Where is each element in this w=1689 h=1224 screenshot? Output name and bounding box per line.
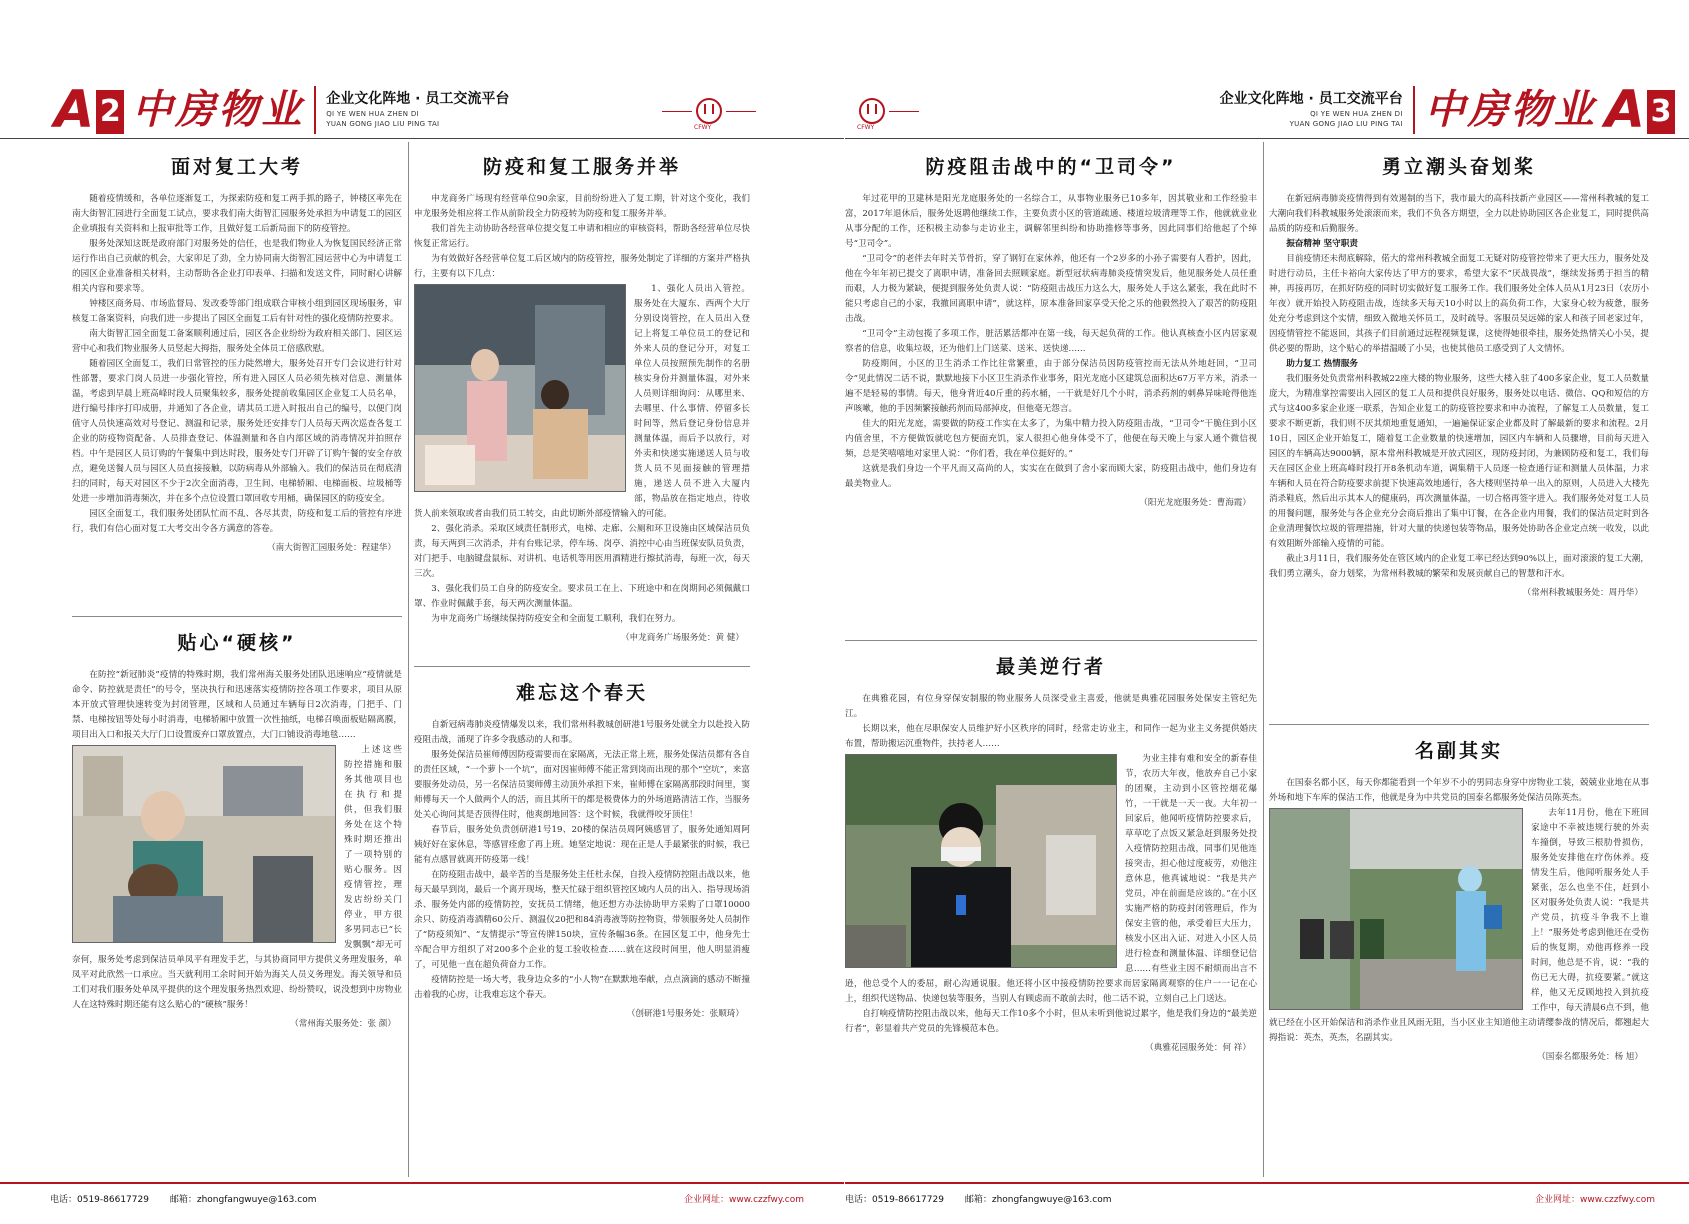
section-subheading: 助力复工 热情服务 <box>1286 359 1358 369</box>
article-title: 防疫和复工服务并举 <box>482 156 681 178</box>
paragraph: 为申龙商务广场继续保持防疫安全和全面复工顺利，我们在努力。 <box>431 614 681 624</box>
paragraph: 在典雅花园，有位身穿保安制服的物业服务人员深受业主喜爱，他就是典雅花园服务处保安主管纪先江。 <box>845 694 1257 719</box>
paragraph: 服务处保洁员崔师傅因防疫需要而在家隔离，无法正常上班，服务处保洁员都有各自的责任区域，“一个萝卜一个坑”，面对因崔师傅不能正常到岗而出现的那个“空坑”，来富要服务处动员，另一名保洁员窦师傅主动顶外承担下来，崔师傅在家隔离那段时间里，窦师傅每天一个人做两个人的活，而且其所干的都是极费体力的外场道路清洁工作，当服务处关心询问其是否顶得住时，他爽朗地回答：这个时候，我就得咬牙顶住！ <box>414 750 750 820</box>
seal-logo-icon: CFWY <box>859 98 885 124</box>
column-divider <box>1263 142 1264 1177</box>
article-body <box>72 668 402 1013</box>
tagline-cn: 企业文化阵地 · 员工交流平台 <box>1219 91 1403 107</box>
tagline-cn: 企业文化阵地 · 员工交流平台 <box>326 91 510 107</box>
article-fangyi <box>414 148 750 663</box>
paragraph: 自新冠病毒肺炎疫情爆发以来，我们常州科教城创研港1号服务处就全力以赴投入防疫阻击战，涌现了许多令我感动的人和事。 <box>414 720 750 745</box>
paragraph: “卫司令”的老伴去年时关节骨折，穿了钢钉在家休养，他还有一个2岁多的小孙子需要有人看护，因此，他在今年年初已提交了离职申请，准备回去照顾家庭。新型冠状病毒肺炎疫情突发后，他见服务处人员任重而艰，人力极为紧缺，便提到服务处负责人说：“防疫阻击战压力这么大，服务处人手这么紧张，我在此时不能只考虑自己的小家，我撤回离职申请”，就这样，原本准备回家享受天伦之乐的他毅然投入了艰苦的防疫阻击战。 <box>845 254 1257 324</box>
article-title: 贴心“硬核” <box>177 632 297 654</box>
guard-photo-image <box>846 755 1116 967</box>
article-byline: （创研港1号服务处：张顺琦） <box>626 1009 744 1019</box>
photo-registration <box>414 284 626 492</box>
article-byline: （典雅花园服务处：何 祥） <box>1145 1043 1251 1053</box>
article-title: 防疫阻击战中的“卫司令” <box>925 156 1177 178</box>
page-letter: A <box>1604 80 1645 140</box>
article-yongli <box>1269 148 1649 720</box>
paragraph: 长期以来，他在尽职保安人员维护好小区秩序的同时，经常走访业主，和同作一起为业主义务提供婚庆布置，帮助搬运沉重物件，扶持老人…… <box>845 724 1257 749</box>
article-byline: （国泰名都服务处：杨 旭） <box>1537 1052 1643 1062</box>
paragraph: 上述这些防控措施和服务其他项目也在执行和提供，但我们服务处在这个特殊时期还推出了一项特别的贴心服务。因疫情管控，理发店纷纷关门停业，甲方很多男同志已“长发飘飘”却无可奈何，服务处考虑到保洁员单凤平有理发手艺，与其协商同甲方提供义务理发服务，单凤平对此欣然一口承应。当天就利用工余时间开始为海关人员义务理发。海关领导和员工们对我们服务处单凤平提供的这个理发服务热烈欢迎、纷纷赞叹，说没想到中房物业人在这特殊时期还能有这么贴心的“硬核”服务！ <box>72 745 402 1010</box>
article-mingfu <box>1269 732 1649 1174</box>
paragraph: 我们首先主动协助各经营单位提交复工申请和相应的审核资料，帮助各经营单位尽快恢复正常运行。 <box>414 224 750 249</box>
paragraph: 防疫期间，小区的卫生消杀工作比往常繁重，由于部分保洁员因防疫管控而无法从外地赶回，“卫司令”见此情况二话不说，默默地接下小区卫生消杀作业事务，阳光龙庭小区建筑总面积达67万平方米，消杀一遍不是轻易的事情。每天，他身背近40斤重的药水桶，一干就是好几个小时，消杀药剂的刺鼻异味呛得他连声咳嗽，他的手因频繁接触药剂而局部掉皮，但他毫无怨言。 <box>845 359 1257 414</box>
paragraph: 在国泰名都小区，每天你都能看到一个年岁不小的男同志身穿中房物业工装，兢兢业业地在从事外场和地下车库的保洁工作，他就是身为中共党员的国泰名都服务处保洁员陈英杰。 <box>1269 778 1649 803</box>
paragraph: 在防疫阻击战中，最辛苦的当是服务处主任杜永保，自投入疫情防控阻击战以来，他每天最早到岗，最后一个离开现场，整天忙碌于组织管控区域内人员的出入、指导现场消杀、服务处内部的疫情防控，安抚员工情绪，他还想方办法协助甲方采购了口罩10000余只、防疫消毒酒精60公斤、测温仪20把和84消毒液等防控物资，带领服务处人员制作了“防疫须知”、“友情提示”等宣传牌150块，宣传条幅36条。在园区复工中，他身先士卒配合甲方组织了对200多个企业的复工验收检查……就在这段时间里，他人明显消瘦了，可见他一直在超负荷奋力工作。 <box>414 870 750 970</box>
column-divider <box>408 142 409 1177</box>
article-byline: （申龙商务广场服务处：黄 健） <box>620 633 744 643</box>
masthead-right <box>1219 78 1675 140</box>
paragraph: 服务处深知这既是政府部门对服务处的信任，也是我们物业人为恢复国民经济正常运行作出自己贡献的机会，大家卯足了劲，全力协同南大街智汇园运营中心为申请复工的园区企业准备相关材料，主动帮助各企业打印表单、扫描和发送文件，同时耐心讲解相关内容和要求等。 <box>72 239 402 294</box>
paragraph: 截止3月11日，我们服务处在管区域内的企业复工率已经达到90%以上，面对滚滚的复工大潮，我们勇立潮头，奋力划桨，为常州科教城的繁荣和发展贡献自己的智慧和汗水。 <box>1269 554 1649 579</box>
paragraph: 园区全面复工，我们服务处团队忙而不乱、各尽其责，防疫和复工后的管控有序进行，我们有信心面对复工大考交出令各方满意的答卷。 <box>72 509 402 534</box>
footer-phone: 电话：0519-86617729 <box>845 1195 944 1205</box>
article-body <box>845 692 1257 1037</box>
masthead-divider <box>1413 86 1415 134</box>
page-letter: A <box>54 80 95 140</box>
section-divider <box>72 616 402 617</box>
registration-photo-image <box>415 285 625 491</box>
article-title: 勇立潮头奋划桨 <box>1381 156 1536 178</box>
haircut-photo-image <box>73 746 335 942</box>
paragraph: 钟楼区商务局、市场监督局、发改委等部门组成联合审核小组到园区现场服务，审核复工备案资料，向我们进一步提出了园区全面复工后有针对性的强化疫情防控要求。 <box>72 299 402 324</box>
paragraph: 自打响疫情防控阻击战以来，他每天工作10多个小时，但从未听到他说过累字，他是我们身边的“最美逆行者”，彰显着共产党员的先锋模范本色。 <box>845 1009 1257 1034</box>
paragraph: 随着疫情缓和，各单位逐渐复工，为探索防疫和复工两手抓的路子，钟楼区率先在南大街智汇园进行全面复工试点，要求我们南大街智汇园服务处承担为申请复工的园区企业填报有关资料和上报审批等工作，且做好复工后新局面下的防疫管控。 <box>72 194 402 234</box>
page-digit: 3 <box>1647 90 1675 134</box>
paragraph: 申龙商务广场现有经营单位90余家，目前纷纷进入了复工期，针对这个变化，我们申龙服务处相应将工作从前阶段全力防疫转为防疫和复工服务并举。 <box>414 194 750 219</box>
article-title: 最美逆行者 <box>995 656 1106 678</box>
article-fugong <box>72 148 402 613</box>
footer <box>0 1182 844 1210</box>
footer-website: 企业网址：www.czzfwy.com <box>1534 1195 1655 1205</box>
paragraph: 佳大的阳光龙庭，需要做的防疫工作实在太多了，为集中精力投入防疫阻击战，“卫司令”干脆住到小区内值舍里，不方便做饭就吃包方便面充饥，家人很担心他身体受不了，他便在每天晚上与家人通个微信视频，总是笑嘻嘻地对家里人说：“你们看，我在单位挺好的。” <box>845 419 1257 459</box>
photo-haircut <box>72 745 336 943</box>
article-byline: （阳光龙庭服务处：曹海霞） <box>1139 498 1251 508</box>
paragraph: 为业主排有难和安全的新春佳节，农历大年夜，他放弃自己小家的团聚，主动到小区管控烟花爆竹，一干就是一天一夜。大年初一回家后，他闻听疫情防控要求后，草草吃了点饭又紧急赶到服务处投入疫情防控阻击战，同事们见他连接突击，担心他过度疲劳，劝他注意休息，他真诚地说：“我是共产党员，冲在前面是应该的。”在小区实施严格的防疫封闭管理后，作为保安主管的他，承受着巨大压力，核发小区出入证、对进入小区人员进行检查和测量体温、详细登记信息……有些业主因不耐烦而出言不逊，他总受个人的委屈，耐心沟通说服。他还将小区中接疫情防控要求而居家隔离观察的住户一一记在心上，组织代送物品、快递包装等服务，当别人有顾虑而不敢前去时，他二话不说，立刻自己上门送达。 <box>845 754 1257 1004</box>
brand-name: 中房物业 <box>132 86 305 133</box>
article-byline: （常州科教城服务处：周丹华） <box>1522 588 1643 598</box>
article-body <box>1269 776 1649 1046</box>
brand-name: 中房物业 <box>1424 86 1597 133</box>
paragraph: 随着园区全面复工，我们日常管控的压力陡然增大，服务处召开专门会议进行针对性部署，要求门岗人员进一步强化管控，所有进入园区人员必须先核对信息、测量体温，考虑到早晨上班高峰时段人员聚集较多，服务处提前收集园区企业复工人员名单，进行编号排序打印成册，并通知了各企业，请其员工进入时报出自己的编号，以便门岗值守人员快速高效对号登记、测温和记录，服务处还安排专门人员每天两次巡查各复工企业的防疫物资配备、人员排查登记、体温测量和各自内部区域的消毒情况并拍照存档。中午是园区人员订购的午餐集中到达时段，服务处专门开辟了订购午餐的安全存放点，避免送餐人员与园区人员直接接触，以防病毒从外部输入。我们的保洁员在彻底清扫的同时，每天对园区不少于2次全面消毒，卫生间、电梯轿厢、电梯面板、垃圾桶等处进一步增加消毒频次，并在多个点位设置口罩回收专用桶，确保园区的防疫安全。 <box>72 359 402 504</box>
footer-website: 企业网址：www.czzfwy.com <box>683 1195 804 1205</box>
paragraph: 在新冠病毒肺炎疫情得到有效遏制的当下，我市最大的高科技新产业园区——常州科教城的复工大潮向我们科教城服务处滚滚而来，我们不负各方期望，全力以赴协助园区各企业复工，同时提供高品质的防疫和后勤服务。 <box>1269 194 1649 234</box>
paragraph: 为有效做好各经营单位复工后区域内的防疫管控，服务处制定了详细的方案并严格执行，主要有以下几点： <box>414 254 750 279</box>
section-divider <box>1269 724 1649 725</box>
paragraph: 春节后，服务处负责创研港1号19、20楼的保洁员周阿姨感冒了，服务处通知周阿姨好好在家休息，等感冒痊愈了再上班。她坚定地说：现在正是人手最紧张的时候，我已能有点感冒就离开防疫第一线！ <box>414 825 750 865</box>
page-digit: 2 <box>96 90 124 134</box>
masthead-divider <box>314 86 316 134</box>
page-number <box>1604 80 1675 140</box>
seal-emblem <box>662 98 756 131</box>
paragraph: 我们服务处负责常州科教城22座大楼的物业服务，这些大楼入驻了400多家企业，复工人员数量庞大，为精准掌控需要出入园区的复工人员和提供良好服务，服务处以电话、微信、QQ和短信的方式与这400多家企业逐一联系，告知企业复工的防疫管控要求和申办流程，了解复工人员数量，复工要求不断更新，我们则不厌其烦地重复通知，一遍遍保证家企业都及时了解最新的要求和流程。2月10日，园区企业开始复工，随着复工企业数量的快速增加，园区内车辆和人员骤增，目前每天进入园区的车辆高达9000辆，原本常州科教城是开放式园区，现防疫封闭，为兼顾防疫和复工，我们每天在园区企业上班高峰时段打开8条机动车道，调集精干人员逐一检查通行证和测量人员体温，力求车辆和人员在符合防疫要求前提下快速高效地通行，各大楼则坚持单一出入的原则，人员进入大楼先消杀鞋底，然后出示其本人的健康码，再次测量体温，一切合格再签字进入。我们服务处对复工人员的用餐问题，服务处与各企业充分会商后推出了集中订餐，在各企业内用餐，我们的保洁员定时到各企业清理餐饮垃圾的管理措施，针对大量的快递包装等物品，服务处协助各企业定点统一收发，以此有效阻断外部输入疫情的可能。 <box>1269 374 1649 549</box>
section-divider <box>845 640 1257 641</box>
paragraph: 年过花甲的卫建林是阳光龙庭服务处的一名综合工，从事物业服务已10多年，因其敬业和工作经验丰富，2017年退休后，服务处返聘他继续工作，主要负责小区的管道疏通、楼道垃圾清理等工作，他就就业业从事分配的工作，还积极主动参与走访业主，调解邻里纠纷和协助推修等事务，因此同事们给他起了个绰号“卫司令”。 <box>845 194 1257 249</box>
article-body <box>845 192 1257 492</box>
tagline-pinyin-1: QI YE WEN HUA ZHEN DI <box>326 110 419 118</box>
article-title: 面对复工大考 <box>170 156 303 178</box>
photo-guard <box>845 754 1117 968</box>
article-body <box>72 192 402 537</box>
footer-email: 邮箱：zhongfangwuye@163.com <box>169 1195 317 1205</box>
article-byline: （南大街智汇园服务处：程建华） <box>267 543 396 553</box>
right-page <box>845 0 1689 1224</box>
article-byline: （常州海关服务处：张 颜） <box>290 1019 396 1029</box>
paragraph: 疫情防控是一场大考，我身边众多的“小人物”在默默地奉献，点点滴滴的感动不断撞击着我的心房，让我难忘这个春天。 <box>414 975 750 1000</box>
photo-disinfection <box>1269 808 1523 1010</box>
article-body <box>414 192 750 627</box>
article-title: 名副其实 <box>1414 740 1503 762</box>
tagline-pinyin-2: YUAN GONG JIAO LIU PING TAI <box>1289 120 1403 128</box>
section-divider <box>414 666 750 667</box>
paragraph: 去年11月份，他在下班回家途中不幸被违规行驶的外卖车撞倒，导致三根肋骨损伤，服务处安排他在疗伤休养。疫情发生后，他闻听服务处人手紧张，怎么也坐不住，赶到小区对服务处负责人说：“我是共产党员，抗疫斗争我不上谁上！”服务处考虑到他还在受伤后的恢复期，劝他再修养一段时间，他总是不肯，说：“我的伤已无大碍，抗疫要紧。”就这样，他又无反顾地投入到抗疫工作中，每天清晨6点不到，他就已经在小区开始保洁和消杀作业且风雨无阻，当小区业主知道他主动请缨参战的情况后，都翘起大拇指说：英杰，英杰，名副其实。 <box>1269 808 1649 1043</box>
article-nanwang <box>414 674 750 1174</box>
footer-phone: 电话：0519-86617729 <box>50 1195 149 1205</box>
paragraph: 目前疫情还未彻底解除，偌大的常州科教城全面复工无疑对防疫管控带来了更大压力，服务处及时进行动员，主任卡裕向大家传达了甲方的要求，希望大家不“厌战畏战”，继续发扬勇于担当的精神，再接再厉，在抓好防疫的同时切实做好复工服务工作。我们服务处全体人员从1月23日（农历小年夜）就开始投入防疫阻击战，连续多天每天10小时以上的高负荷工作，大家身心较为疲惫，服务处充分考虑到这个实情，细致入微地关怀员工，及时疏导。客服员吴远娣的家人和孩子回老家过年，因疫情管控不能返回，其孩子们目前通过远程视频复课，这使得她很牵挂，服务处热情关心小吴，提供必要的帮助，这个贴心的举措温暖了小吴，也使其他员工感受到了人文情怀。 <box>1269 254 1649 354</box>
section-subheading: 振奋精神 坚守职责 <box>1286 239 1358 249</box>
footer <box>845 1182 1689 1210</box>
tagline <box>326 88 509 134</box>
tagline <box>1220 88 1403 134</box>
paragraph: 这就是我们身边一个平凡而又高尚的人，实实在在做到了舍小家而顾大家，防疫阻击战中，他们身边有最美物业人。 <box>845 464 1257 489</box>
tagline-pinyin-1: QI YE WEN HUA ZHEN DI <box>1310 110 1403 118</box>
page-number <box>54 80 124 140</box>
article-nixing <box>845 648 1257 1174</box>
paragraph: “卫司令”主动包揽了多项工作，脏活累活都冲在第一线，每天起负荷的工作。他认真核查小区内居家观察者的信息，收集垃圾，还为他们上门送菜、送米、送快递…… <box>845 329 1257 354</box>
article-tiexin <box>72 624 402 1174</box>
masthead-left <box>54 78 510 140</box>
footer-email: 邮箱：zhongfangwuye@163.com <box>964 1195 1112 1205</box>
paragraph: 1、强化人员出入管控。服务处在大厦东、西两个大厅分别设岗管控，在人员出入登记上将复工单位员工的登记和外来人员的登记分开，对复工单位人员按照预先制作的名册核实身份并测量体温，对外来人员则详细询问：从哪里来、去哪里、什么事情、停留多长时间等，然后登记身份信息并测量体温，而后予以放行，对外卖和快递实施递送人员与收货人员不见面接触的管理措施，递送人员不进入大厦内部，物品放在指定地点，待收货人前来领取或者由我们员工转交，由此切断外部疫情输入的可能。 <box>414 284 750 519</box>
article-body <box>1269 192 1649 582</box>
disinfection-photo-image <box>1270 809 1522 1009</box>
tagline-pinyin-2: YUAN GONG JIAO LIU PING TAI <box>326 120 440 128</box>
article-weisiling <box>845 148 1257 638</box>
left-page <box>0 0 844 1224</box>
paragraph: 2、强化消杀。采取区域责任制形式，电梯、走廊、公厕和环卫设施由区域保洁员负责，每天两到三次消杀，并有台账记录，停车场、岗亭、消控中心由当班保安队员负责，对门把手、电脑键盘鼠标、对讲机、电话机等用医用酒精进行擦拭消毒，每班一次，每天三次。 <box>414 524 750 579</box>
paragraph: 在防控“新冠肺炎”疫情的特殊时期，我们常州海关服务处团队迅速响应“疫情就是命令、防控就是责任”的号令，坚决执行和迅速落实疫情防控各项工作要求，项目从原本开放式管理快速转变为封闭管理，区域和人员通过车辆每日2次消毒，门把手、门禁、电梯按钮等处每小时消毒，电梯轿厢中放置一次性抽纸，电梯召唤面板贴隔离膜，项目出入口和报关大厅门口设置废弃口罩放置点，大门口铺设消毒地毯…… <box>72 670 402 740</box>
article-title: 难忘这个春天 <box>515 682 648 704</box>
article-body <box>414 718 750 1003</box>
paragraph: 南大街智汇园全面复工备案顺利通过后，园区各企业纷纷为政府相关部门、园区运营中心和我们物业服务人员竖起大拇指，服务处全体员工倍感欣慰。 <box>72 329 402 354</box>
seal-logo-icon: CFWY <box>696 98 722 124</box>
paragraph: 3、强化我们员工自身的防疫安全。要求员工在上、下班途中和在岗期间必须佩戴口罩、作业时佩戴手套，每天两次测量体温。 <box>414 584 750 609</box>
seal-emblem <box>855 98 919 131</box>
